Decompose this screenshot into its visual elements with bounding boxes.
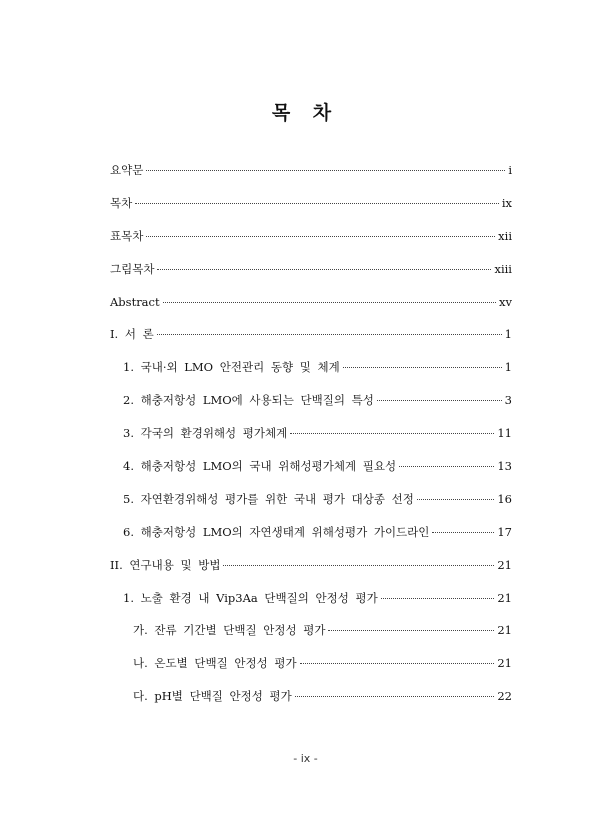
toc-entry-page: 1 [504, 327, 512, 342]
toc-entry-label: 다. pH별 단백질 안정성 평가 [133, 689, 292, 704]
toc-entry[interactable] [110, 680, 512, 713]
toc-entry[interactable] [110, 253, 512, 286]
dot-leader [146, 236, 495, 237]
toc-entry-page: 21 [497, 590, 512, 605]
toc-entry[interactable] [110, 154, 512, 187]
toc-entry-label: 그림목차 [110, 261, 155, 276]
toc-entry[interactable] [110, 286, 512, 319]
toc-entry-page: 21 [497, 656, 512, 671]
dot-leader [377, 400, 502, 401]
page-title: 목 차 [271, 102, 340, 124]
toc-entry-label: 표목차 [110, 228, 144, 243]
toc-entry-page: 21 [497, 557, 512, 572]
table-of-contents [110, 154, 512, 713]
toc-entry-label: 4. 해충저항성 LMO의 국내 위해성평가체계 필요성 [123, 459, 397, 474]
toc-entry[interactable] [110, 647, 512, 680]
dot-leader [343, 367, 502, 368]
dot-leader [417, 499, 495, 500]
toc-entry[interactable] [110, 516, 512, 549]
toc-entry-page: 22 [497, 689, 512, 704]
toc-entry[interactable] [110, 450, 512, 483]
dot-leader [300, 663, 495, 664]
toc-entry-label: Abstract [110, 294, 160, 309]
dot-leader [432, 532, 494, 533]
toc-entry-label: 요약문 [110, 163, 144, 177]
toc-entry-label: 1. 국내·외 LMO 안전관리 동향 및 체계 [123, 360, 340, 375]
toc-entry-page: 3 [504, 393, 512, 408]
toc-entry[interactable] [110, 318, 512, 351]
dot-leader [157, 334, 502, 335]
toc-entry[interactable] [110, 351, 512, 384]
dot-leader [381, 598, 495, 599]
toc-entry-label: 2. 해충저항성 LMO에 사용되는 단백질의 특성 [123, 393, 374, 408]
dot-leader [399, 466, 494, 467]
dot-leader [135, 203, 499, 204]
toc-entry-page: 21 [497, 623, 512, 638]
toc-entry-label: 3. 각국의 환경위해성 평가체계 [123, 426, 288, 441]
toc-entry[interactable] [110, 417, 512, 450]
toc-entry[interactable] [110, 220, 512, 253]
toc-entry[interactable] [110, 614, 512, 647]
toc-entry-label: 나. 온도별 단백질 안정성 평가 [133, 656, 297, 671]
toc-entry-label: 1. 노출 환경 내 Vip3Aa 단백질의 안정성 평가 [123, 590, 378, 605]
page-number-footer: - ix - [293, 752, 318, 765]
toc-entry-label: 6. 해충저항성 LMO의 자연생태계 위해성평가 가이드라인 [123, 524, 430, 539]
toc-entry-page: 17 [497, 524, 512, 539]
toc-entry-page: xiii [494, 261, 512, 276]
dot-leader [157, 269, 491, 270]
toc-entry-label: II. 연구내용 및 방법 [110, 557, 221, 572]
toc-entry[interactable] [110, 384, 512, 417]
dot-leader [146, 170, 505, 171]
toc-entry-label: 5. 자연환경위해성 평가를 위한 국내 평가 대상종 선정 [123, 491, 414, 506]
toc-entry-label: I. 서 론 [110, 327, 154, 342]
toc-entry[interactable] [110, 187, 512, 220]
toc-entry-page: 1 [504, 360, 512, 375]
toc-entry[interactable] [110, 483, 512, 516]
toc-entry-label: 목차 [110, 195, 133, 210]
toc-entry-page: xv [499, 294, 512, 309]
toc-entry-page: i [508, 163, 512, 177]
dot-leader [223, 565, 494, 566]
toc-entry-page: 11 [497, 426, 512, 441]
toc-entry-page: xii [498, 228, 512, 243]
dot-leader [163, 302, 496, 303]
toc-entry-page: 16 [497, 491, 512, 506]
toc-entry-page: 13 [497, 459, 512, 474]
dot-leader [290, 433, 494, 434]
dot-leader [328, 630, 494, 631]
toc-entry-label: 가. 잔류 기간별 단백질 안정성 평가 [133, 623, 326, 638]
toc-entry[interactable] [110, 549, 512, 582]
toc-entry[interactable] [110, 582, 512, 615]
dot-leader [295, 696, 495, 697]
toc-entry-page: ix [501, 195, 512, 210]
